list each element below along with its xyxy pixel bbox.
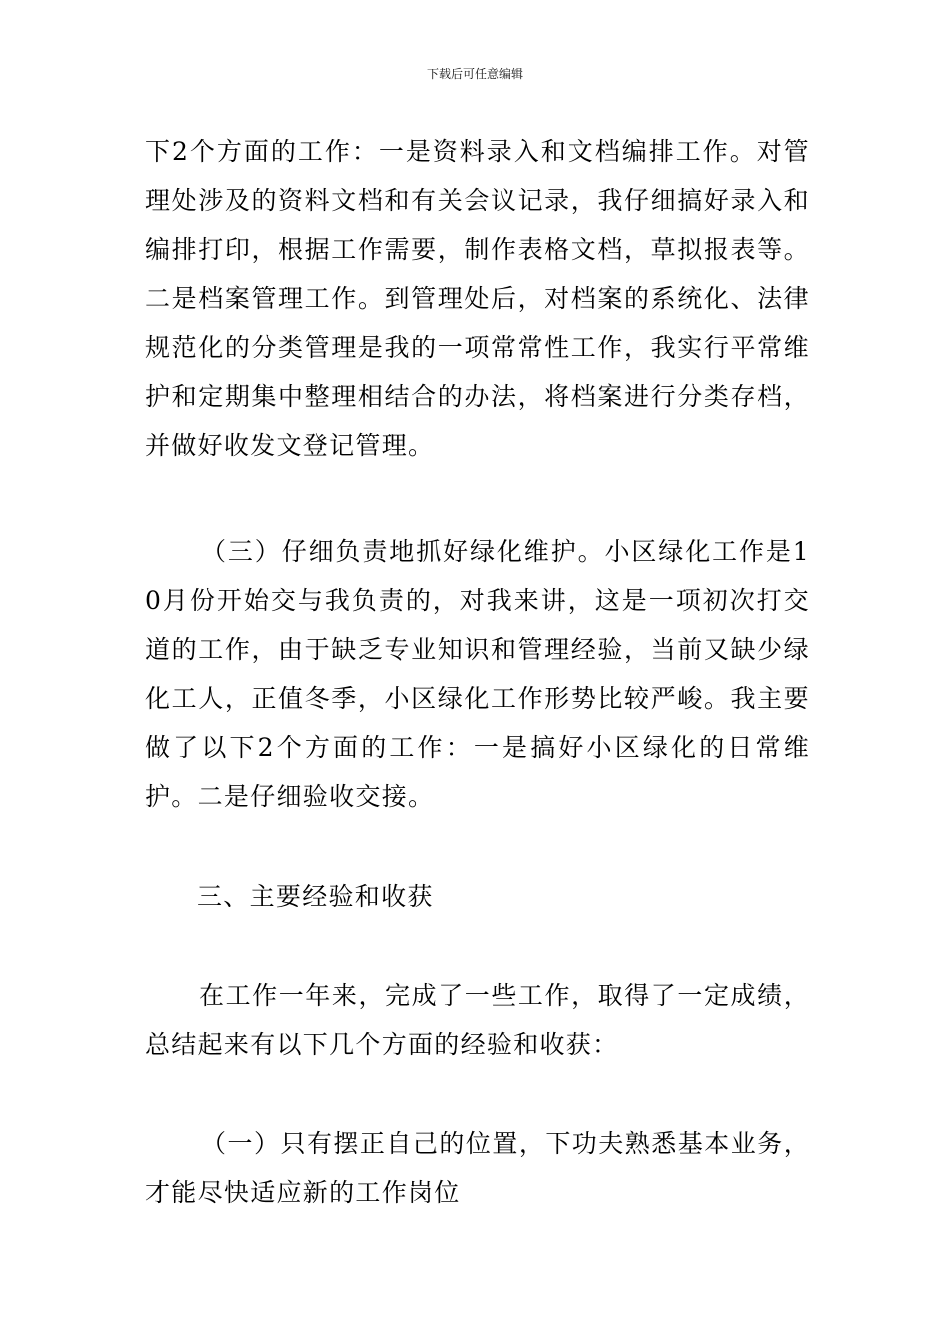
- page-header-note: 下载后可任意编辑: [426, 67, 523, 81]
- paragraph-greening-maintenance: （三）仔细负责地抓好绿化维护。小区绿化工作是10月份开始交与我负责的，对我来讲，这是一项初次打交道的工作，由于缺乏专业知识和管理经验，当前又缺少绿化工人，正值冬季，小区绿化工作形势比较严峻。我主要做了以下2个方面的工作：一是搞好小区绿化的日常维护。二是仔细验收交接。: [145, 537, 810, 811]
- section-heading-experience: 三、主要经验和收获: [197, 882, 434, 911]
- paragraph-position-adaptation: （一）只有摆正自己的位置，下功夫熟悉基本业务，才能尽快适应新的工作岗位: [145, 1129, 810, 1207]
- paragraph-archive-work: 下2个方面的工作：一是资料录入和文档编排工作。对管理处涉及的资料文档和有关会议记录，我仔细搞好录入和编排打印，根据工作需要，制作表格文档，草拟报表等。二是档案管理工作。到管理处后，对档案的系统化、法律规范化的分类管理是我的一项常常性工作，我实行平常维护和定期集中整理相结合的办法，将档案进行分类存档，并做好收发文登记管理。: [145, 137, 810, 460]
- paragraph-experience-summary: 在工作一年来，完成了一些工作，取得了一定成绩，总结起来有以下几个方面的经验和收获：: [145, 981, 810, 1059]
